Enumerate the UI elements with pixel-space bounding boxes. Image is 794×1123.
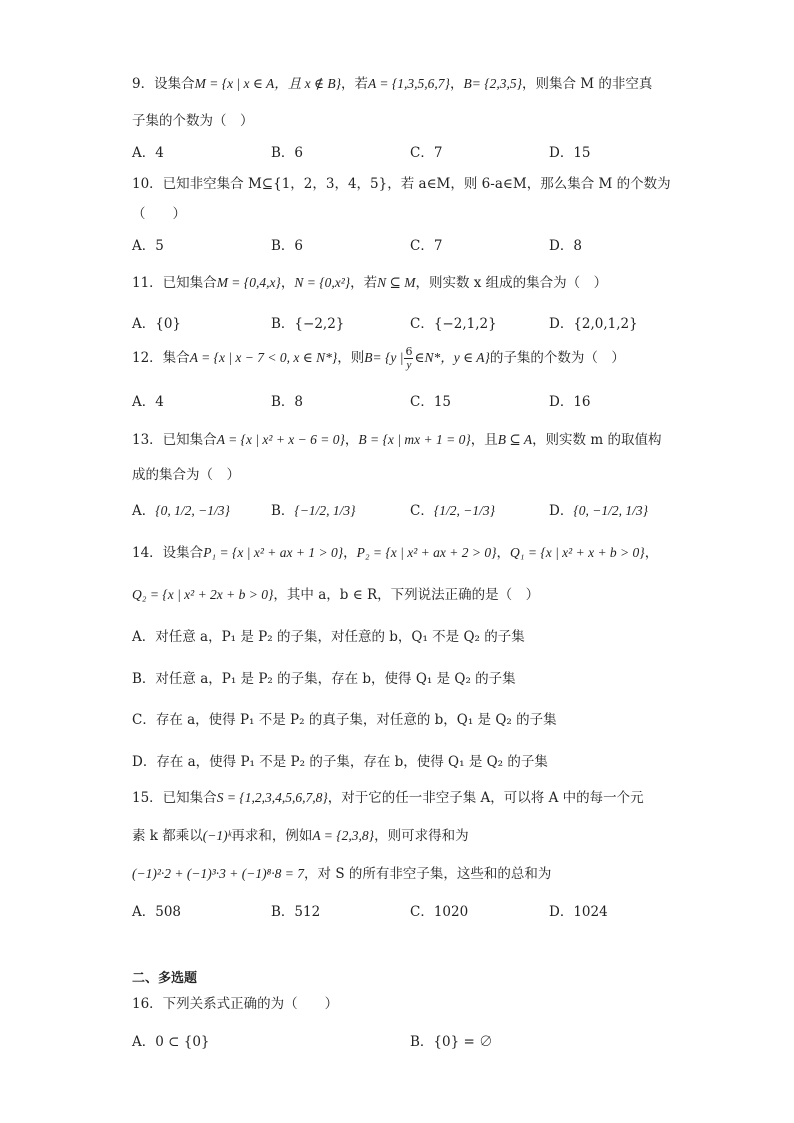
- q11-set-N: N = {0,x²}: [294, 275, 351, 290]
- question-15-stem-line2: [132, 824, 469, 844]
- q14-text-post: ，其中 a，b ∈ R，下列说法正确的是（ ）: [273, 587, 540, 603]
- q12-frac-den: y: [406, 359, 412, 371]
- q11-option-c[interactable]: C．{−2,1,2}: [410, 316, 497, 332]
- q15-option-a[interactable]: A．508: [132, 904, 182, 920]
- q10-option-b[interactable]: B．6: [271, 238, 304, 254]
- q11-text: 11．已知集合: [132, 275, 217, 291]
- q10-option-c[interactable]: C．7: [410, 238, 443, 254]
- question-9-stem-line2: 子集的个数为（ ）: [132, 113, 254, 129]
- q15-text-post: ，对于它的任一非空子集 A，可以将 A 中的每一个元: [327, 790, 644, 806]
- q14-sep2: ，: [496, 545, 511, 561]
- q13-sep: ，: [344, 432, 359, 448]
- q14-set-Q1: Q₁ = {x | x² + x + b > 0}: [510, 545, 645, 560]
- question-14-stem: [132, 541, 658, 561]
- q15-option-d[interactable]: D．1024: [549, 904, 608, 920]
- q12-text-post: 的子集的个数为（ ）: [489, 350, 625, 366]
- q13-option-d-set: {0, −1/2, 1/3}: [573, 503, 648, 518]
- q14-set-Q2: Q₂ = {x | x² + 2x + b > 0}: [132, 587, 274, 602]
- question-10-stem: 10．已知非空集合 M⊆{1，2，3，4，5}，若 a∈M，则 6-a∈M，那么集合 M 的个数为: [132, 176, 671, 192]
- question-12-stem: [132, 346, 625, 371]
- q13-option-a-label: A．: [132, 503, 156, 519]
- q11-text-post: ，则实数 x 组成的集合为（ ）: [415, 275, 608, 291]
- q15-text-line2: 素 k 都乘以: [132, 828, 203, 844]
- question-14-stem-line2: [132, 583, 539, 603]
- q10-option-d[interactable]: D．8: [549, 238, 582, 254]
- q12-option-a[interactable]: A．4: [132, 394, 164, 410]
- question-13-stem-line2: 成的集合为（ ）: [132, 467, 240, 483]
- q11-text-mid: ，若: [350, 275, 378, 291]
- q15-text: 15．已知集合: [132, 790, 217, 806]
- q13-option-b-label: B．: [271, 503, 295, 519]
- question-11-stem: [132, 271, 607, 291]
- q9-option-b[interactable]: B．6: [271, 145, 304, 161]
- q12-set-B-post: ∈N*，y ∈ A}: [414, 350, 490, 365]
- q9-text-post: ，则集合 M 的非空真: [522, 76, 653, 92]
- question-10-stem-line2: （ ）: [132, 206, 186, 222]
- q15-example-calc: (−1)²·2 + (−1)³·3 + (−1)⁸·8 = 7: [132, 866, 305, 881]
- q11-relation: N ⊆ M: [377, 275, 416, 290]
- q13-relation: B ⊆ A: [497, 432, 533, 447]
- q15-text-post3: ，对 S 的所有非空子集，这些和的总和为: [304, 866, 552, 882]
- q15-text-mid: 再求和，例如: [231, 828, 313, 844]
- q14-sep1: ，: [343, 545, 357, 561]
- q11-option-a[interactable]: A．{0}: [132, 316, 182, 332]
- q9-option-c[interactable]: C．7: [410, 145, 443, 161]
- question-15-stem-line3: [132, 862, 551, 882]
- q14-text: 14．设集合: [132, 545, 204, 561]
- question-13-stem: [132, 428, 661, 448]
- q15-text-post2: ，则可求得和为: [374, 828, 469, 844]
- q13-option-b-set: {−1/2, 1/3}: [294, 503, 356, 518]
- q16-option-a[interactable]: A．0 ⊂ {0}: [132, 1034, 210, 1050]
- q13-option-a[interactable]: [132, 499, 230, 519]
- q15-expr: (−1)ᵏ: [202, 828, 232, 843]
- q13-set-A: A = {x | x² + x − 6 = 0}: [216, 432, 345, 447]
- q12-frac-num: 6: [405, 345, 413, 358]
- q10-option-a[interactable]: A．5: [132, 238, 164, 254]
- q14-option-b[interactable]: B．对任意 a，P₁ 是 P₂ 的子集，存在 b，使得 Q₁ 是 Q₂ 的子集: [132, 671, 516, 687]
- q12-set-A: A = {x | x − 7 < 0, x ∈ N*}: [189, 350, 338, 365]
- q13-option-d[interactable]: [549, 499, 648, 519]
- q13-text-mid: ，且: [470, 432, 498, 448]
- q14-set-P2: P₂ = {x | x² + ax + 2 > 0}: [356, 545, 497, 560]
- section-title: 二、多选题: [132, 971, 198, 986]
- q12-option-b[interactable]: B．8: [271, 394, 304, 410]
- q9-set-A: A = {1,3,5,6,7}: [368, 76, 450, 91]
- q9-sep: ，: [449, 76, 464, 92]
- question-16-stem: 16．下列关系式正确的为（ ）: [132, 996, 339, 1012]
- q14-sep3: ，: [644, 545, 659, 561]
- q14-option-a[interactable]: A．对任意 a，P₁ 是 P₂ 的子集，对任意的 b，Q₁ 不是 Q₂ 的子集: [132, 629, 525, 645]
- q12-text-mid: ，则: [337, 350, 365, 366]
- q13-option-c-set: {1/2, −1/3}: [433, 503, 496, 518]
- q13-option-c[interactable]: [410, 499, 495, 519]
- q15-example-set: A = {2,3,8}: [312, 828, 375, 843]
- q11-option-b[interactable]: B．{−2,2}: [271, 316, 345, 332]
- q15-option-b[interactable]: B．512: [271, 904, 321, 920]
- q9-set-M: M = {x | x ∈ A，且 x ∉ B}: [194, 76, 342, 91]
- q13-set-B: B = {x | mx + 1 = 0}: [358, 432, 471, 447]
- q9-option-a[interactable]: A．4: [132, 145, 164, 161]
- question-9-stem: [132, 72, 652, 92]
- question-15-stem: [132, 786, 644, 806]
- q14-option-d[interactable]: D．存在 a，使得 P₁ 不是 P₂ 的子集，存在 b，使得 Q₁ 是 Q₂ 的子集: [132, 754, 548, 770]
- q9-option-d[interactable]: D．15: [549, 145, 591, 161]
- q9-text: 9．设集合: [132, 76, 195, 92]
- q14-set-P1: P₁ = {x | x² + ax + 1 > 0}: [203, 545, 344, 560]
- q12-option-c[interactable]: C．15: [410, 394, 452, 410]
- q13-option-c-label: C．: [410, 503, 434, 519]
- q11-sep: ，: [280, 275, 295, 291]
- q15-set-S: S = {1,2,3,4,5,6,7,8}: [216, 790, 328, 805]
- q12-text: 12．集合: [132, 350, 190, 366]
- q13-option-d-label: D．: [549, 503, 574, 519]
- q13-option-b[interactable]: [271, 499, 356, 519]
- q11-set-M: M = {0,4,x}: [216, 275, 281, 290]
- q16-option-b[interactable]: B．{0} = ∅: [410, 1034, 493, 1050]
- q12-fraction: [404, 346, 413, 371]
- q11-option-d[interactable]: D．{2,0,1,2}: [549, 316, 638, 332]
- q12-set-B-pre: B= {y |: [364, 350, 404, 365]
- q13-option-a-set: {0, 1/2, −1/3}: [155, 503, 230, 518]
- q14-option-c[interactable]: C．存在 a，使得 P₁ 不是 P₂ 的真子集，对任意的 b，Q₁ 是 Q₂ 的子集: [132, 712, 557, 728]
- q13-text: 13．已知集合: [132, 432, 217, 448]
- q12-option-d[interactable]: D．16: [549, 394, 591, 410]
- q15-option-c[interactable]: C．1020: [410, 904, 469, 920]
- q9-text-mid: ，若: [341, 76, 369, 92]
- q9-set-B: B= {2,3,5}: [463, 76, 522, 91]
- q13-text-post: ，则实数 m 的取值构: [532, 432, 662, 448]
